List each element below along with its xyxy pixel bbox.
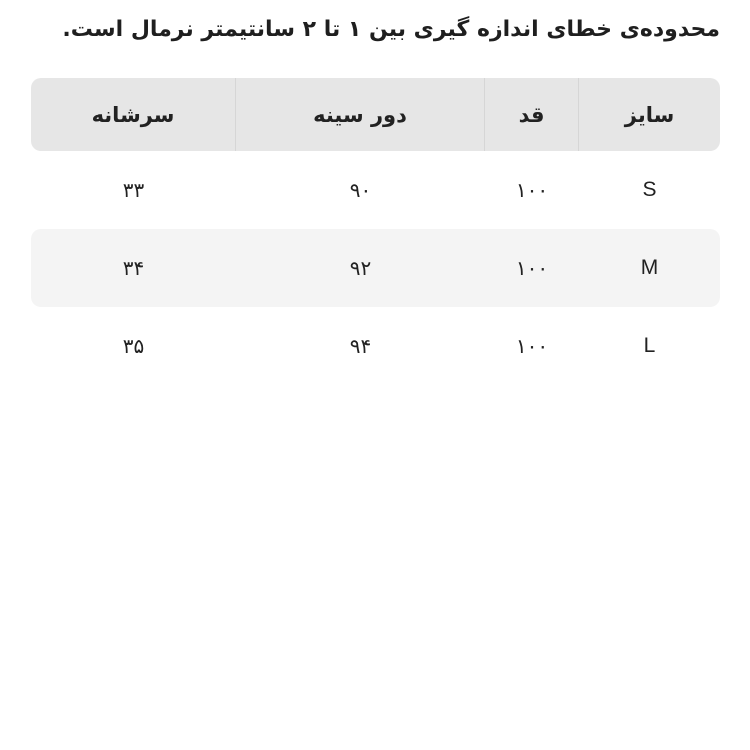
cell-size: M — [640, 256, 659, 279]
cell-height: ۱۰۰ — [515, 256, 549, 280]
cell-size: S — [642, 178, 657, 201]
cell-chest: ۹۴ — [349, 334, 372, 358]
cell-shoulder: ۳۵ — [122, 334, 145, 358]
cell-chest: ۹۲ — [349, 256, 372, 280]
header-height: قد — [485, 78, 579, 151]
table-header-row — [31, 78, 720, 151]
header-size: سایز — [624, 102, 675, 127]
table-row — [31, 307, 720, 385]
measurement-error-note: محدوده‌ی خطای اندازه گیری بین ۱ تا ۲ سانتیمتر نرمال است. — [62, 17, 720, 42]
cell-height: ۱۰۰ — [515, 178, 549, 202]
table-row — [31, 229, 720, 307]
header-chest: دور سینه — [236, 78, 485, 151]
cell-shoulder: ۳۳ — [122, 178, 145, 202]
cell-shoulder: ۳۴ — [122, 256, 145, 280]
table-row — [31, 151, 720, 229]
header-shoulder: سرشانه — [31, 78, 236, 151]
cell-chest: ۹۰ — [349, 178, 372, 202]
cell-height: ۱۰۰ — [515, 334, 549, 358]
cell-size: L — [643, 334, 656, 357]
size-table — [31, 78, 720, 385]
